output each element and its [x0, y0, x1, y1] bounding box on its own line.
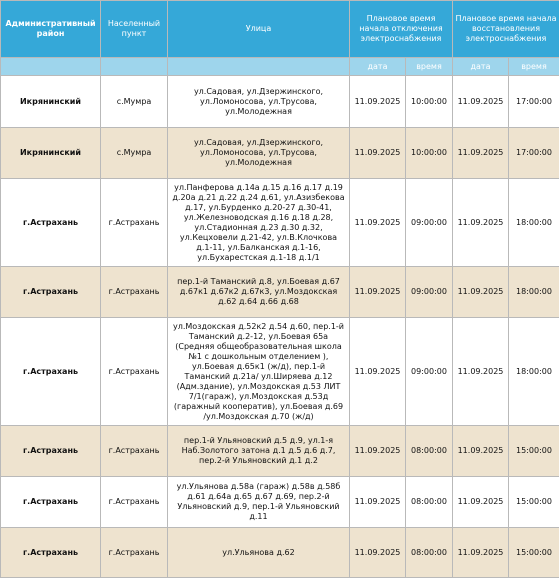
cell-start-date: 11.09.2025: [350, 528, 406, 578]
cell-street: ул.Ульянова д.62: [168, 528, 350, 578]
cell-locality: г.Астрахань: [101, 477, 168, 528]
cell-end-time: 15:00:00: [509, 528, 559, 578]
cell-district: г.Астрахань: [1, 477, 101, 528]
table-row: [1, 128, 559, 179]
cell-end-time: 15:00:00: [509, 477, 559, 528]
cell-start-date: 11.09.2025: [350, 179, 406, 267]
cell-end-date: 11.09.2025: [453, 267, 509, 318]
cell-end-time: 15:00:00: [509, 426, 559, 477]
cell-start-date: 11.09.2025: [350, 318, 406, 426]
subheader-start-date: дата: [350, 58, 406, 76]
subheader-end-date: дата: [453, 58, 509, 76]
cell-street: пер.1-й Ульяновский д.5 д.9, ул.1-я Наб.Золотого затона д.1 д.5 д.6 д.7, пер.2-й Ульяновский д.1 д.2: [168, 426, 350, 477]
table-row: [1, 426, 559, 477]
cell-locality: г.Астрахань: [101, 267, 168, 318]
cell-district: Икрянинский: [1, 128, 101, 179]
subheader-empty: [168, 58, 350, 76]
cell-end-date: 11.09.2025: [453, 128, 509, 179]
subheader-start-time: время: [406, 58, 453, 76]
cell-district: г.Астрахань: [1, 426, 101, 477]
cell-locality: г.Астрахань: [101, 179, 168, 267]
cell-end-time: 18:00:00: [509, 318, 559, 426]
cell-district: г.Астрахань: [1, 179, 101, 267]
cell-start-time: 09:00:00: [406, 318, 453, 426]
cell-district: г.Астрахань: [1, 267, 101, 318]
cell-start-time: 08:00:00: [406, 528, 453, 578]
table-row: [1, 179, 559, 267]
cell-locality: с.Мумра: [101, 128, 168, 179]
cell-end-date: 11.09.2025: [453, 477, 509, 528]
header-outage-end: Плановое время начала восстановления электроснабжения: [453, 1, 559, 58]
cell-locality: г.Астрахань: [101, 528, 168, 578]
cell-start-time: 09:00:00: [406, 179, 453, 267]
cell-district: Икрянинский: [1, 76, 101, 128]
cell-end-time: 18:00:00: [509, 179, 559, 267]
cell-end-time: 17:00:00: [509, 128, 559, 179]
cell-street: ул.Ульянова д.58а (гараж) д.58в д.58б д.61 д.64а д.65 д.67 д.69, пер.2-й Ульяновский д.9, пер.1-й Ульяновский д.11: [168, 477, 350, 528]
header-district: Административный район: [1, 1, 101, 58]
cell-street: ул.Моздокская д.52к2 д.54 д.60, пер.1-й Таманский д.2-12, ул.Боевая 65а (Средняя общеобразовательная школа №1 с дошкольным отделением ), ул.Боевая д.65к1 (ж/д), пер.1-й Таманский д.21а/ ул.Ширяева д.12 (Адм.здание), ул.Моздокская д.53 ЛИТ 7/1(гараж), ул.Моздокская д.53д (гаражный кооператив), ул.Боевая д.69 /ул.Моздокская д.70 (ж/д): [168, 318, 350, 426]
table-row: [1, 477, 559, 528]
cell-locality: г.Астрахань: [101, 426, 168, 477]
cell-start-date: 11.09.2025: [350, 426, 406, 477]
cell-street: ул.Панферова д.14а д.15 д.16 д.17 д.19 д.20а д.21 д.22 д.24 д.61, ул.Азизбекова д.17, ул.Бурденко д.20-27 д.30-41, ул.Железноводская д.16 д.18 д.28, ул.Стадионная д.23 д.30 д.32, ул.Кецховели д.21-42, ул.В.Клочкова д.1-11, ул.Балканская д.1-16, ул.Бухарестская д.1-18 д.1/1: [168, 179, 350, 267]
cell-end-date: 11.09.2025: [453, 179, 509, 267]
table-row: [1, 528, 559, 578]
header-outage-start: Плановое время начала отключения электроснабжения: [350, 1, 453, 58]
cell-district: г.Астрахань: [1, 528, 101, 578]
header-locality: Населенный пункт: [101, 1, 168, 58]
table-row: [1, 318, 559, 426]
subheader-empty: [1, 58, 101, 76]
cell-end-time: 17:00:00: [509, 76, 559, 128]
cell-start-time: 08:00:00: [406, 477, 453, 528]
cell-street: ул.Садовая, ул.Дзержинского, ул.Ломоносова, ул.Трусова, ул.Молодежная: [168, 128, 350, 179]
cell-start-time: 08:00:00: [406, 426, 453, 477]
cell-end-date: 11.09.2025: [453, 76, 509, 128]
cell-start-time: 10:00:00: [406, 76, 453, 128]
cell-start-time: 10:00:00: [406, 128, 453, 179]
table-row: [1, 76, 559, 128]
cell-end-date: 11.09.2025: [453, 426, 509, 477]
cell-street: ул.Садовая, ул.Дзержинского, ул.Ломоносова, ул.Трусова, ул.Молодежная: [168, 76, 350, 128]
table-row: [1, 267, 559, 318]
cell-district: г.Астрахань: [1, 318, 101, 426]
cell-start-date: 11.09.2025: [350, 76, 406, 128]
cell-end-time: 18:00:00: [509, 267, 559, 318]
header-street: Улица: [168, 1, 350, 58]
subheader-empty: [101, 58, 168, 76]
cell-start-date: 11.09.2025: [350, 128, 406, 179]
cell-end-date: 11.09.2025: [453, 528, 509, 578]
subheader-end-time: время: [509, 58, 559, 76]
cell-start-date: 11.09.2025: [350, 477, 406, 528]
cell-end-date: 11.09.2025: [453, 318, 509, 426]
cell-start-date: 11.09.2025: [350, 267, 406, 318]
cell-locality: г.Астрахань: [101, 318, 168, 426]
cell-locality: с.Мумра: [101, 76, 168, 128]
cell-start-time: 09:00:00: [406, 267, 453, 318]
cell-street: пер.1-й Таманский д.8, ул.Боевая д.67 д.67к1 д.67к2 д.67к3, ул.Моздокская д.62 д.64 д.66 д.68: [168, 267, 350, 318]
